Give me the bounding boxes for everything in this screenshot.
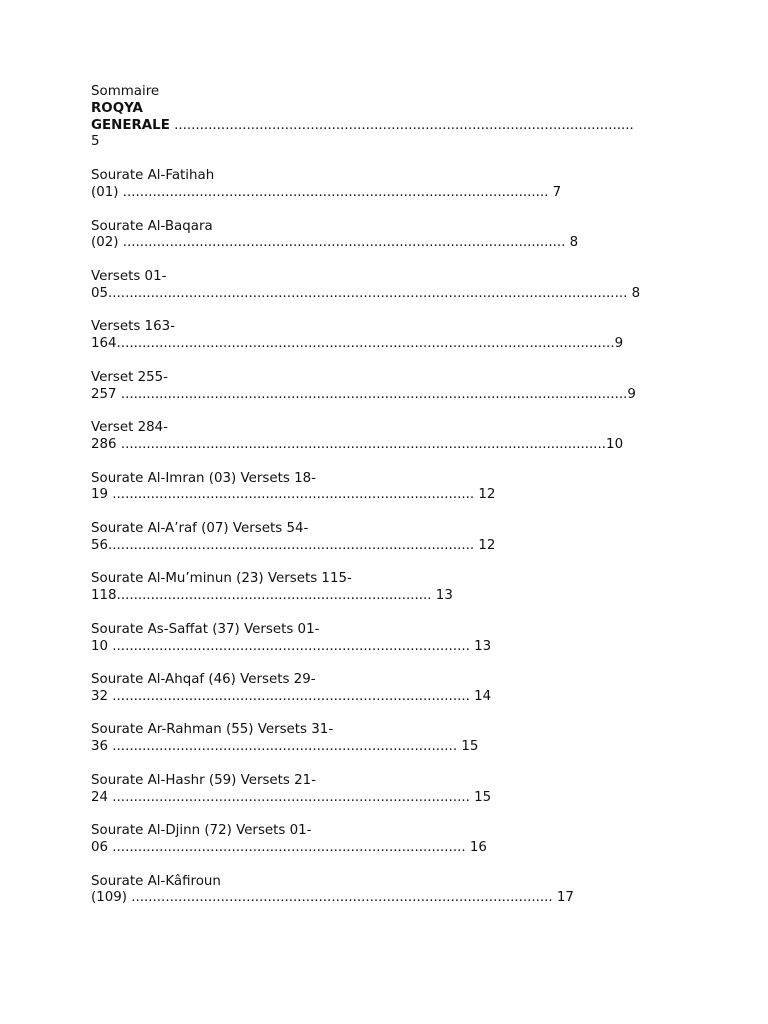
- toc-entry: [91, 622, 691, 656]
- table-of-contents: [91, 84, 691, 924]
- toc-entry: [91, 722, 691, 756]
- toc-entry: [91, 319, 691, 353]
- toc-entry-leader-line: 286 ..................................................................................................................10: [91, 436, 624, 452]
- toc-entry-leader-line: (02) ........................................................................................................ 8: [91, 235, 579, 251]
- toc-entry-heading: Verset 284-: [91, 420, 168, 436]
- toc-entry: [91, 370, 691, 404]
- toc-entry-leader-line: 164.....................................................................................................................9: [91, 336, 624, 352]
- toc-entry: [91, 672, 691, 706]
- toc-entry-heading: Sourate As-Saffat (37) Versets 01-: [91, 621, 320, 637]
- toc-entry-leader: ............................................................................................................: [169, 117, 634, 133]
- toc-entry-heading: Sourate Al-Imran (03) Versets 18-: [91, 470, 316, 486]
- toc-entry: [91, 874, 691, 908]
- toc-entry-heading: Versets 163-: [91, 319, 175, 335]
- page-title: Sommaire: [91, 84, 160, 99]
- toc-entry-heading: Sourate Al-Mu’minun (23) Versets 115-: [91, 571, 352, 587]
- toc-entry-heading-line-2: [91, 118, 691, 135]
- toc-entry-heading-word: GENERALE: [91, 117, 170, 133]
- toc-entry-leader-line: (01) .................................................................................................... 7: [91, 184, 562, 200]
- toc-entry: [91, 101, 691, 151]
- toc-entry: [91, 420, 691, 454]
- toc-entry-heading: Sourate Al-Djinn (72) Versets 01-: [91, 823, 312, 839]
- toc-entry-heading: Sourate Al-Hashr (59) Versets 21-: [91, 772, 317, 788]
- toc-entry: [91, 168, 691, 202]
- toc-entry: [91, 773, 691, 807]
- toc-entry-leader-line: 56...................................................................................... 12: [91, 537, 496, 553]
- toc-entry-heading: Verset 255-: [91, 369, 168, 385]
- toc-entry: [91, 269, 691, 303]
- toc-entry-heading: Sourate Al-Ahqaf (46) Versets 29-: [91, 672, 316, 688]
- toc-entry-leader-line: 10 .................................................................................... 13: [91, 638, 492, 654]
- toc-entry: [91, 471, 691, 505]
- toc-entry-leader-line: 24 .................................................................................... 15: [91, 789, 492, 805]
- toc-entry-heading: Sourate Al-Baqara: [91, 218, 213, 234]
- toc-entry-leader-line: 06 ................................................................................... 16: [91, 840, 487, 856]
- toc-entry: [91, 823, 691, 857]
- toc-entry-page-number: 5: [91, 134, 100, 150]
- toc-entry-heading-line-1: ROQYA: [91, 100, 143, 116]
- toc-entry-leader-line: 05.......................................................................................................................... 8: [91, 285, 641, 301]
- toc-entry-heading: Sourate Al-Kâfiroun: [91, 873, 221, 889]
- toc-entry-heading: Versets 01-: [91, 268, 167, 284]
- toc-entry-leader-line: 32 .................................................................................... 14: [91, 688, 492, 704]
- toc-entry: [91, 219, 691, 253]
- toc-entry: [91, 521, 691, 555]
- toc-entry-heading: Sourate Ar-Rahman (55) Versets 31-: [91, 722, 334, 738]
- toc-entry: [91, 571, 691, 605]
- toc-entry-leader-line: 257 .......................................................................................................................9: [91, 386, 636, 402]
- toc-entry-leader-line: 19 ..................................................................................... 12: [91, 487, 496, 503]
- toc-entry-heading: Sourate Al-A’raf (07) Versets 54-: [91, 520, 309, 536]
- toc-entry-leader-line: (109) ................................................................................................... 17: [91, 890, 574, 906]
- toc-entry-leader-line: 118.......................................................................... 13: [91, 588, 453, 604]
- toc-entry-heading: Sourate Al-Fatihah: [91, 168, 215, 184]
- toc-entry-leader-line: 36 ................................................................................. 15: [91, 739, 479, 755]
